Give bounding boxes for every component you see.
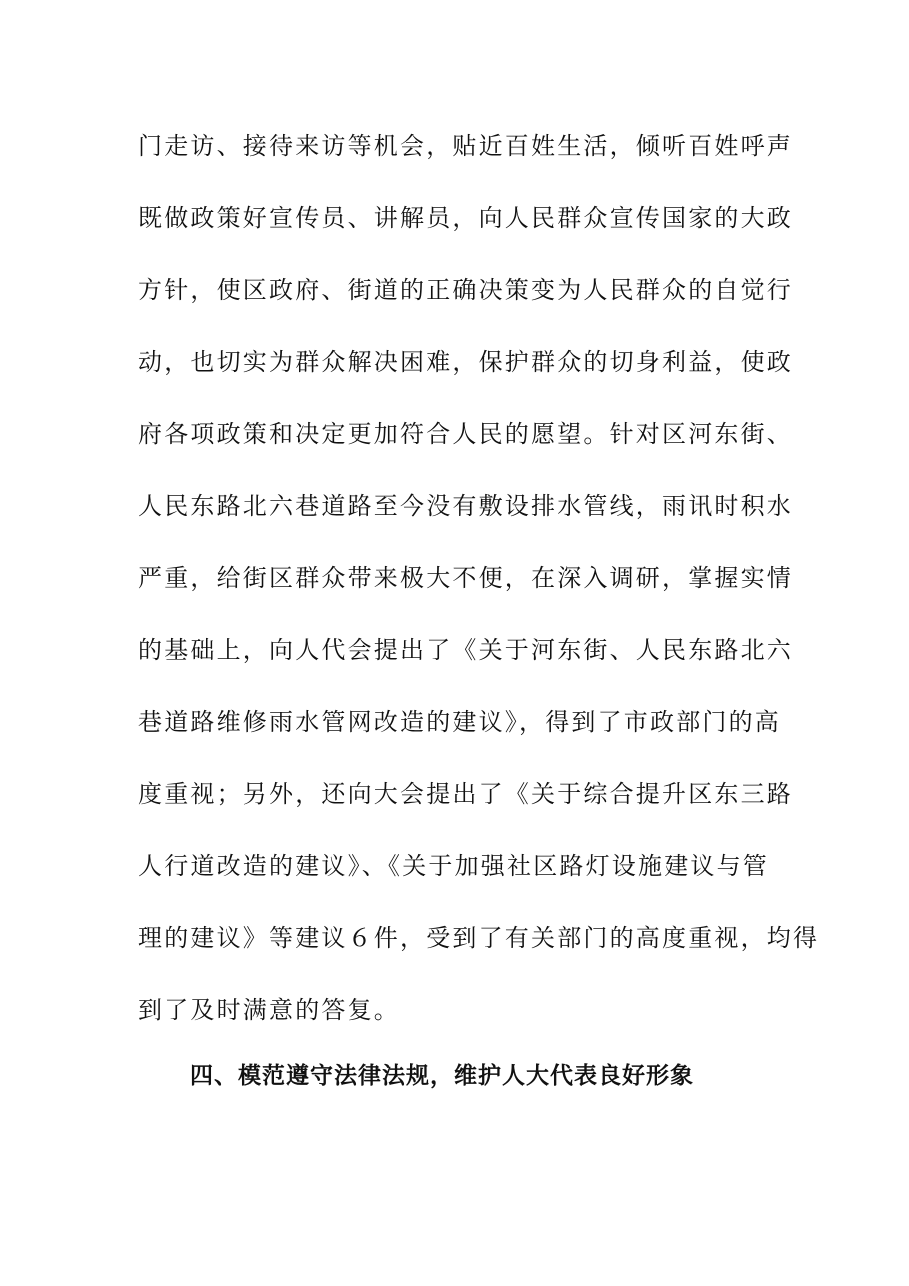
paragraph-line: 既做政策好宣传员、讲解员，向人民群众宣传国家的大政 bbox=[138, 204, 793, 232]
paragraph-line: 度重视；另外，还向大会提出了《关于综合提升区东三路 bbox=[138, 780, 793, 808]
body-paragraph bbox=[138, 118, 820, 1054]
paragraph-line: 到了及时满意的答复。 bbox=[138, 996, 400, 1024]
paragraph-line: 门走访、接待来访等机会，贴近百姓生活，倾听百姓呼声 bbox=[138, 132, 793, 160]
paragraph-line: 的基础上，向人代会提出了《关于河东街、人民东路北六 bbox=[138, 636, 793, 664]
paragraph-line: 理的建议》等建议６件，受到了有关部门的高度重视，均得 bbox=[138, 924, 820, 952]
paragraph-line: 巷道路维修雨水管网改造的建议》，得到了市政部门的高 bbox=[138, 708, 781, 736]
paragraph-line: 人行道改造的建议》、《关于加强社区路灯设施建议与管 bbox=[138, 852, 769, 880]
section-heading: 四、模范遵守法律法规，维护人大代表良好形象 bbox=[190, 1063, 694, 1089]
paragraph-line: 府各项政策和决定更加符合人民的愿望。针对区河东街、 bbox=[138, 420, 793, 448]
paragraph-line: 人民东路北六巷道路至今没有敷设排水管线，雨讯时积水 bbox=[138, 492, 793, 520]
paragraph-line: 动，也切实为群众解决困难，保护群众的切身利益，使政 bbox=[138, 348, 793, 376]
paragraph-line: 方针，使区政府、街道的正确决策变为人民群众的自觉行 bbox=[138, 276, 793, 304]
paragraph-line: 严重，给街区群众带来极大不便，在深入调研，掌握实情 bbox=[138, 564, 793, 592]
